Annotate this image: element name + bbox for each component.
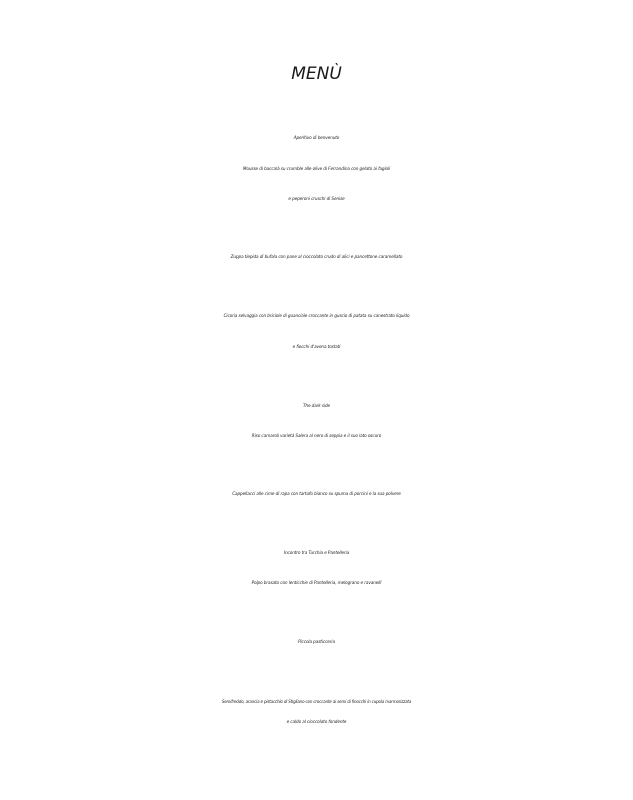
menu-line-cicoria-cont: e fiocchi d'avena tostati	[292, 344, 341, 349]
menu-line-cappellacci: Cappellacci alle cime di rapa con tartufo bianco su spuma di porcini e la sua polvere	[232, 491, 401, 496]
menu-line-incontro: Incontro tra Turchia e Pantelleria	[283, 550, 350, 555]
menu-line-semifreddo: Semifreddo, arancia e pistacchio di Stigliano con croccante ai semi di finocchi in cupola marmorizzata	[221, 699, 412, 704]
menu-line-zuppa: Zuppa tiepida di bufala con pane al cioccolato crudo di alici e pancettone caramellato	[230, 254, 403, 259]
menu-line-semifreddo-cont: e caldo al cioccolato fondente	[286, 719, 347, 724]
menu-line-pasticceria: Piccola pasticceria	[298, 639, 335, 644]
menu-line-mousse-cont: e peperoni cruschi di Senise	[288, 196, 345, 201]
menu-line-cicoria: Cicoria selvaggia con briciole di guanciale croccante in guscio di patata su canestrato liquido	[223, 313, 410, 318]
menu-line-mousse: Mousse di baccalà su crumble alle olive di Ferrandina con gelato ai fagioli	[242, 166, 391, 171]
menu-line-polpo: Polpo brasato con lenticchie di Pantelleria, melograno e ravanelli	[251, 580, 382, 585]
menu-line-aperitivo: Aperitivo di benvenuto	[293, 135, 340, 140]
menu-line-dark-side: The dark side	[302, 403, 331, 408]
menu-title: MENÙ	[291, 64, 342, 84]
menu-line-riso: Riso carnaroli varietà Salera al nero di seppia e il suo lato oscuro	[251, 433, 382, 438]
